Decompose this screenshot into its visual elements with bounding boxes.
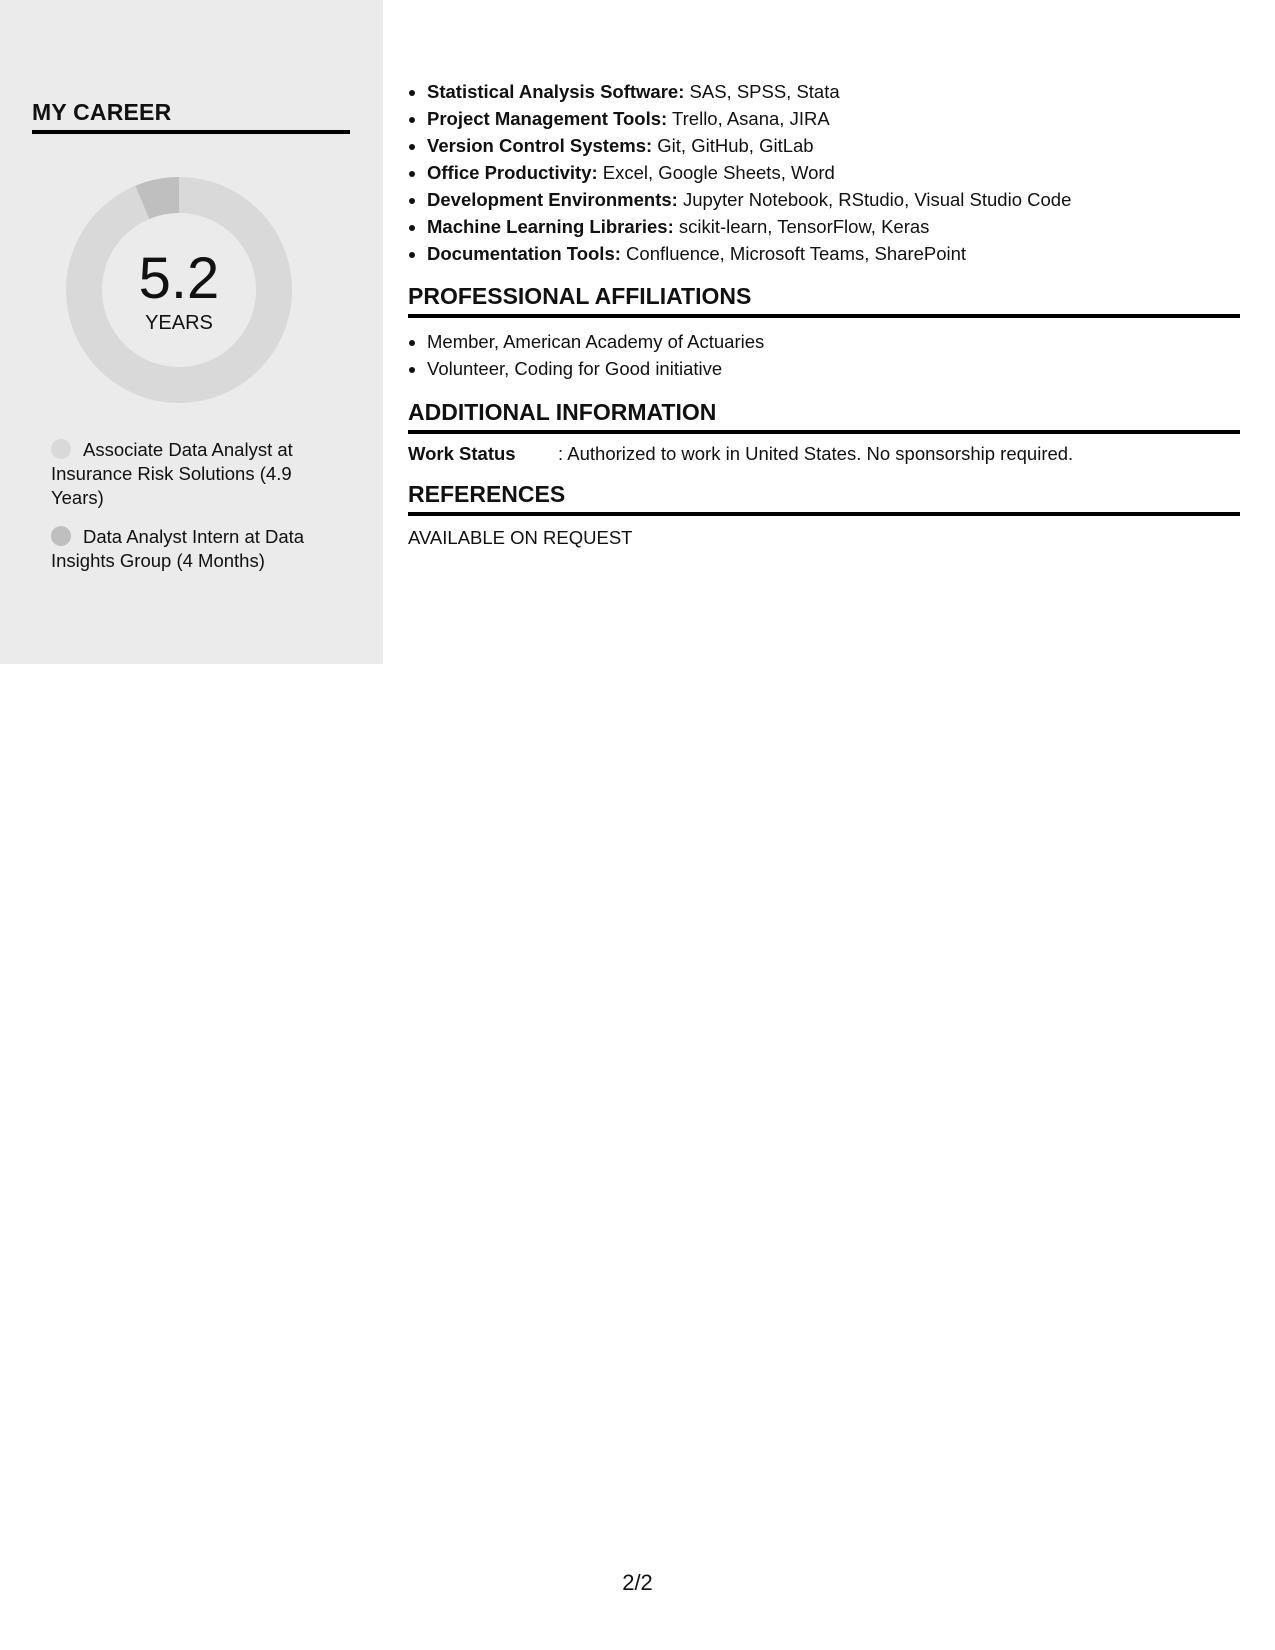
skill-value: scikit-learn, TensorFlow, Keras bbox=[678, 216, 930, 237]
work-status-row bbox=[408, 442, 1240, 466]
skill-item bbox=[427, 132, 1240, 159]
affiliation-item: • Member, American Academy of Actuaries bbox=[427, 328, 1240, 355]
donut-center bbox=[66, 177, 292, 403]
skill-key: Development Environments: bbox=[427, 189, 678, 210]
skill-key: Office Productivity: bbox=[427, 162, 598, 183]
skills-list bbox=[408, 78, 1240, 267]
legend-label: Data Analyst Intern at Data Insights Group (4 Months) bbox=[51, 526, 305, 571]
skill-value: SAS, SPSS, Stata bbox=[689, 81, 840, 102]
career-donut-chart bbox=[66, 177, 292, 403]
references-heading: REFERENCES bbox=[408, 480, 1240, 516]
legend-dot-icon bbox=[51, 526, 71, 546]
skill-item bbox=[427, 159, 1240, 186]
career-heading: MY CAREER bbox=[32, 98, 350, 134]
sidebar bbox=[0, 0, 383, 664]
affiliation-item: • Volunteer, Coding for Good initiative bbox=[427, 355, 1240, 382]
page-number: 2/2 bbox=[622, 1570, 653, 1595]
skill-key: Statistical Analysis Software: bbox=[427, 81, 685, 102]
skill-key: Project Management Tools: bbox=[427, 108, 668, 129]
total-years-value: 5.2 bbox=[138, 246, 220, 311]
legend-dot-icon bbox=[51, 439, 71, 459]
skill-value: Git, GitHub, GitLab bbox=[657, 135, 814, 156]
legend-item-intern bbox=[51, 525, 321, 573]
career-legend bbox=[51, 438, 321, 588]
skill-value: Trello, Asana, JIRA bbox=[672, 108, 830, 129]
skill-item bbox=[427, 240, 1240, 267]
total-years-unit: YEARS bbox=[145, 312, 213, 334]
affiliations-list bbox=[408, 328, 1240, 382]
skill-key: Machine Learning Libraries: bbox=[427, 216, 674, 237]
skill-value: Excel, Google Sheets, Word bbox=[602, 162, 835, 183]
skill-item bbox=[427, 78, 1240, 105]
skill-key: Version Control Systems: bbox=[427, 135, 653, 156]
affiliations-heading: PROFESSIONAL AFFILIATIONS bbox=[408, 282, 1240, 318]
skill-item bbox=[427, 186, 1240, 213]
skill-value: Confluence, Microsoft Teams, SharePoint bbox=[626, 243, 967, 264]
references-text: AVAILABLE ON REQUEST bbox=[408, 527, 633, 548]
skill-item bbox=[427, 213, 1240, 240]
work-status-value: : Authorized to work in United States. No sponsorship required. bbox=[558, 443, 1074, 464]
legend-item-associate-analyst bbox=[51, 438, 321, 510]
work-status-label: Work Status bbox=[408, 443, 516, 464]
additional-info-heading: ADDITIONAL INFORMATION bbox=[408, 398, 1240, 434]
skill-key: Documentation Tools: bbox=[427, 243, 621, 264]
skill-value: Jupyter Notebook, RStudio, Visual Studio Code bbox=[682, 189, 1072, 210]
legend-label: Associate Data Analyst at Insurance Risk Solutions (4.9 Years) bbox=[51, 439, 293, 508]
skill-item bbox=[427, 105, 1240, 132]
main-content bbox=[408, 78, 1240, 550]
